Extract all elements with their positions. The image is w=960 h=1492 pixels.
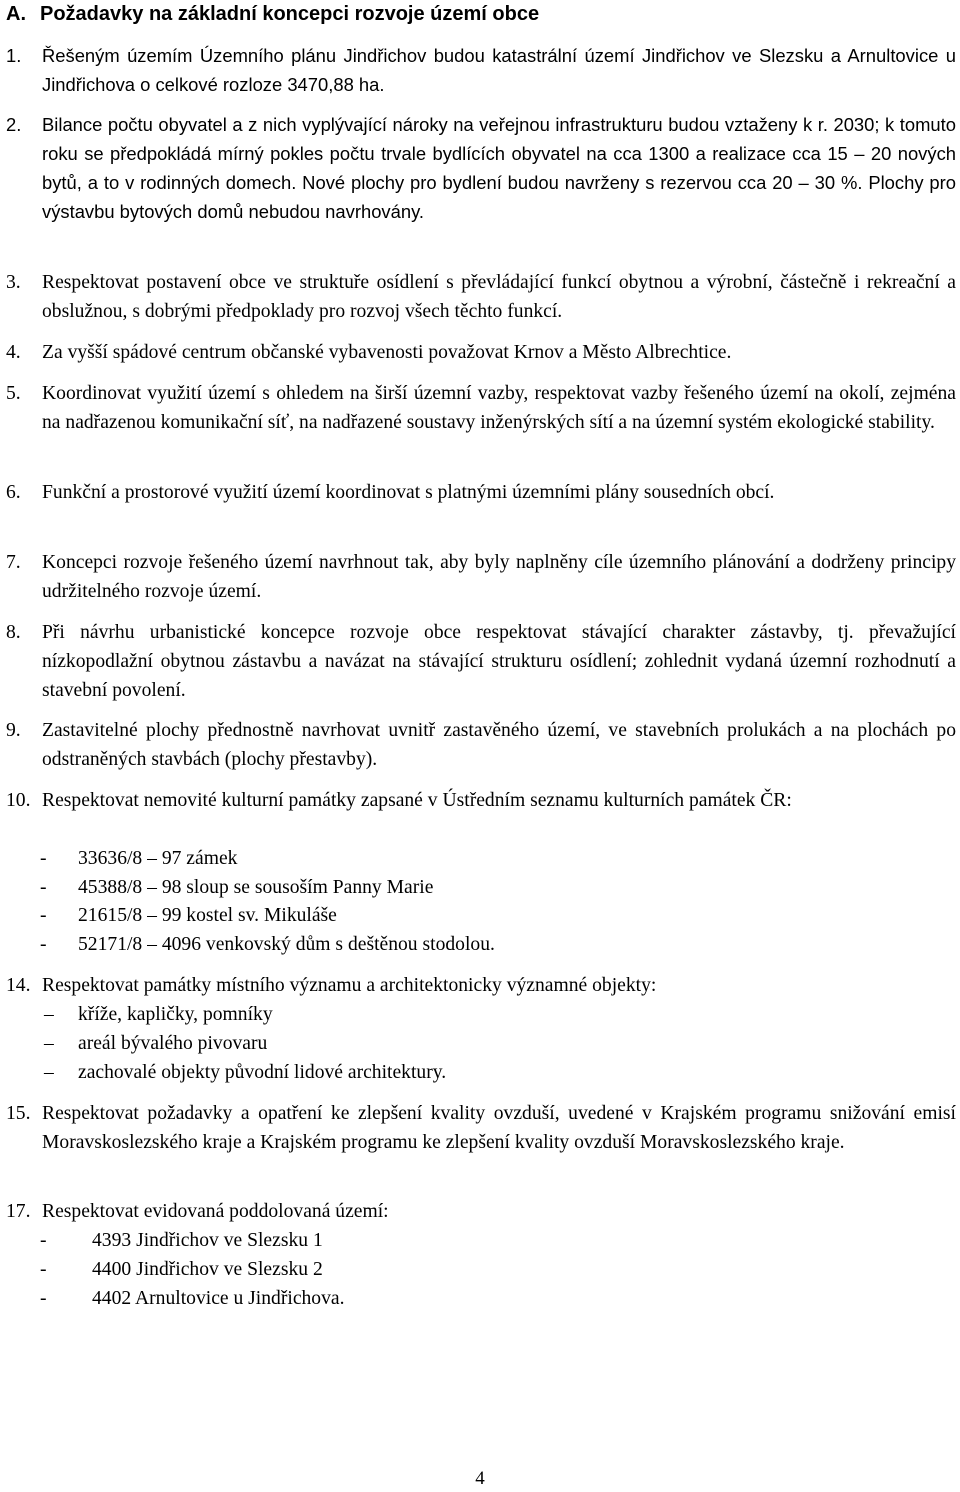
item-text: Za vyšší spádové centrum občanské vybavenosti považovat Krnov a Město Albrechtice. — [42, 342, 732, 363]
item-number: 17. — [6, 1201, 31, 1222]
item-number: 5. — [6, 383, 21, 404]
requirement-item-2 — [6, 110, 956, 226]
local-monument-text: areál bývalého pivovaru — [78, 1033, 268, 1054]
monument-text: 45388/8 – 98 sloup se sousoším Panny Marie — [78, 877, 434, 898]
list-dash: – — [44, 1033, 54, 1054]
requirement-item-1 — [6, 41, 956, 99]
item-number: 10. — [6, 790, 31, 811]
item-text: Respektovat památky místního významu a architektonicky významné objekty: — [42, 975, 657, 996]
item-number: 3. — [6, 272, 21, 293]
item-text: Respektovat postavení obce ve struktuře osídlení s převládající funkcí obytnou a výrobní, částečně i rekreační a obslužnou, s dobrými předpoklady pro rozvoj všech těchto funkcí. — [42, 272, 956, 322]
local-monument-text: zachovalé objekty původní lidové architektury. — [78, 1062, 447, 1083]
item-text: Respektovat evidovaná poddolovaná území: — [42, 1201, 389, 1222]
monument-text: 21615/8 – 99 kostel sv. Mikuláše — [78, 905, 337, 926]
item-text: Při návrhu urbanistické koncepce rozvoje obce respektovat stávající charakter zástavby, tj. převažující nízkopodlažní obytnou zástavbu a navázat na stávající strukturu osídlení; zohlednit vydaná územní rozhodnutí a stavební povolení. — [42, 622, 956, 701]
item-text: Bilance počtu obyvatel a z nich vyplývající nároky na veřejnou infrastrukturu budou vztaženy k r. 2030; k tomuto roku se předpokládá mírný pokles počtu trvale bydlících obyvatel na cca 1300 a realizace cca 15 – 20 nových bytů, a to v rodinných domech. Nové plochy pro bydlení budou navrženy s rezervou cca 20 – 30 %. Plochy pro výstavbu bytových domů nebudou navrhovány. — [42, 114, 956, 222]
item-number: 1. — [6, 45, 22, 66]
page-number: 4 — [475, 1468, 485, 1489]
item-number: 2. — [6, 114, 22, 135]
item-text: Respektovat požadavky a opatření ke zlepšení kvality ovzduší, uvedené v Krajském programu snižování emisí Moravskoslezského kraje a Krajském programu ke zlepšení kvality ovzduší Moravskoslezského kraje. — [42, 1103, 956, 1153]
list-dash: - — [40, 1259, 47, 1280]
requirement-item-15 — [6, 1099, 956, 1157]
item-text: Zastavitelné plochy přednostně navrhovat uvnitř zastavěného území, ve stavebních prolukách a na plochách po odstraněných stavbách (plochy přestavby). — [42, 720, 956, 770]
requirement-item-7 — [6, 548, 956, 606]
section-title: Požadavky na základní koncepci rozvoje území obce — [40, 3, 540, 25]
list-dash: - — [40, 848, 47, 869]
item-text: Respektovat nemovité kulturní památky zapsané v Ústředním seznamu kulturních památek ČR: — [42, 790, 792, 811]
section-letter: A. — [6, 3, 26, 25]
list-dash: - — [40, 877, 47, 898]
undermined-area-text: 4400 Jindřichov ve Slezsku 2 — [92, 1259, 323, 1280]
undermined-area-text: 4402 Arnultovice u Jindřichova. — [92, 1288, 345, 1309]
item-number: 9. — [6, 720, 21, 741]
list-dash: – — [44, 1062, 54, 1083]
requirement-item-14 — [6, 971, 956, 1000]
list-dash: - — [40, 1230, 47, 1251]
undermined-area-text: 4393 Jindřichov ve Slezsku 1 — [92, 1230, 323, 1251]
section-heading — [6, 0, 946, 28]
item-number: 15. — [6, 1103, 31, 1124]
item-number: 7. — [6, 552, 21, 573]
requirement-item-10 — [6, 786, 956, 815]
item-text: Koordinovat využití území s ohledem na širší územní vazby, respektovat vazby řešeného území na okolí, zejména na nadřazenou komunikační síť, na nadřazené soustavy inženýrských sítí a na územní systém ekologické stability. — [42, 383, 956, 433]
local-monument-text: kříže, kapličky, pomníky — [78, 1004, 273, 1025]
requirement-item-4 — [6, 338, 956, 367]
requirement-item-3 — [6, 268, 956, 326]
list-dash: - — [40, 905, 47, 926]
item-text: Koncepci rozvoje řešeného území navrhnout tak, aby byly naplněny cíle územního plánování a dodrženy principy udržitelného rozvoje území. — [42, 552, 956, 602]
item-number: 6. — [6, 482, 21, 503]
item-number: 4. — [6, 342, 21, 363]
requirement-item-8 — [6, 618, 956, 705]
monument-text: 33636/8 – 97 zámek — [78, 848, 238, 869]
requirement-item-5 — [6, 379, 956, 437]
item-number: 14. — [6, 975, 31, 996]
item-number: 8. — [6, 622, 21, 643]
requirement-item-9 — [6, 716, 956, 774]
requirement-item-6 — [6, 478, 956, 507]
requirement-item-17 — [6, 1197, 956, 1226]
list-dash: – — [44, 1004, 54, 1025]
list-dash: - — [40, 1288, 47, 1309]
monument-text: 52171/8 – 4096 venkovský dům s deštěnou stodolou. — [78, 934, 495, 955]
item-text: Řešeným územím Územního plánu Jindřichov budou katastrální území Jindřichov ve Slezsku a Arnultovice u Jindřichova o celkové rozloze 3470,88 ha. — [42, 45, 956, 95]
item-text: Funkční a prostorové využití území koordinovat s platnými územními plány sousedních obcí. — [42, 482, 775, 503]
list-dash: - — [40, 934, 47, 955]
